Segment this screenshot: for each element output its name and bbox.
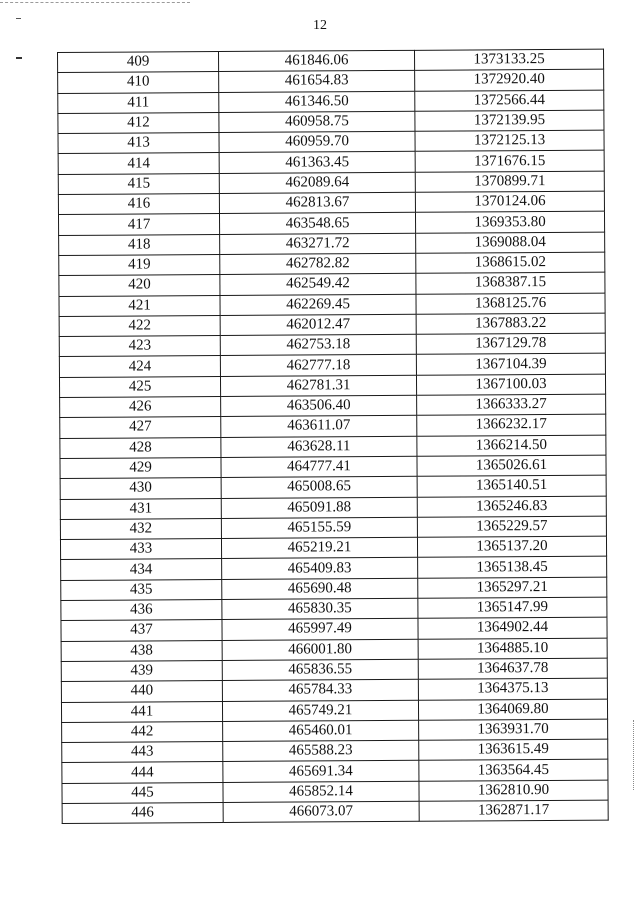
table-row — [58, 110, 604, 134]
point-number-cell: 432 — [60, 518, 221, 539]
y-coordinate-cell: 1367129.78 — [416, 333, 605, 354]
point-number-cell: 436 — [61, 600, 222, 621]
table-row — [59, 293, 605, 317]
table-row — [62, 800, 608, 824]
x-coordinate-cell: 465409.83 — [222, 558, 418, 579]
y-coordinate-cell: 1368125.76 — [416, 293, 605, 314]
x-coordinate-cell: 463548.65 — [219, 213, 415, 234]
table-row — [61, 577, 607, 601]
table-row — [58, 130, 604, 154]
table-row — [58, 212, 604, 236]
y-coordinate-cell: 1362871.17 — [419, 800, 608, 821]
table-row — [61, 617, 607, 641]
x-coordinate-cell: 463611.07 — [221, 416, 417, 437]
y-coordinate-cell: 1367104.39 — [416, 354, 605, 375]
y-coordinate-cell: 1372125.13 — [415, 130, 604, 151]
table-row — [62, 780, 608, 804]
scan-speck — [16, 57, 22, 59]
x-coordinate-cell: 462269.45 — [220, 294, 416, 315]
table-row — [60, 475, 606, 499]
point-number-cell: 428 — [60, 437, 221, 458]
table-row — [59, 374, 605, 398]
x-coordinate-cell: 465784.33 — [222, 680, 418, 701]
coordinates-table-container — [57, 49, 608, 825]
point-number-cell: 442 — [62, 721, 223, 742]
point-number-cell: 426 — [60, 397, 221, 418]
x-coordinate-cell: 465091.88 — [221, 497, 417, 518]
point-number-cell: 439 — [61, 660, 222, 681]
table-row — [58, 69, 604, 93]
table-row — [59, 313, 605, 337]
table-row — [59, 272, 605, 296]
x-coordinate-cell: 465219.21 — [221, 537, 417, 558]
point-number-cell: 443 — [62, 742, 223, 763]
table-row — [60, 536, 606, 560]
table-row — [62, 719, 608, 743]
x-coordinate-cell: 461346.50 — [219, 91, 415, 112]
table-row — [59, 252, 605, 276]
x-coordinate-cell: 463271.72 — [220, 233, 416, 254]
x-coordinate-cell: 462777.18 — [220, 355, 416, 376]
y-coordinate-cell: 1363931.70 — [419, 719, 608, 740]
point-number-cell: 435 — [61, 579, 222, 600]
y-coordinate-cell: 1368387.15 — [416, 272, 605, 293]
table-row — [60, 435, 606, 459]
point-number-cell: 416 — [58, 194, 219, 215]
x-coordinate-cell: 460958.75 — [219, 111, 415, 132]
y-coordinate-cell: 1373133.25 — [414, 49, 603, 70]
y-coordinate-cell: 1364885.10 — [418, 638, 607, 659]
point-number-cell: 419 — [59, 254, 220, 275]
x-coordinate-cell: 461654.83 — [219, 71, 415, 92]
x-coordinate-cell: 464777.41 — [221, 456, 417, 477]
y-coordinate-cell: 1372920.40 — [415, 69, 604, 90]
table-body — [58, 49, 609, 824]
x-coordinate-cell: 460959.70 — [219, 132, 415, 153]
table-row — [61, 699, 607, 723]
point-number-cell: 438 — [61, 640, 222, 661]
point-number-cell: 417 — [58, 214, 219, 235]
y-coordinate-cell: 1364375.13 — [418, 678, 607, 699]
x-coordinate-cell: 465460.01 — [223, 720, 419, 741]
point-number-cell: 446 — [62, 802, 223, 823]
x-coordinate-cell: 465691.34 — [223, 761, 419, 782]
x-coordinate-cell: 465997.49 — [222, 619, 418, 640]
y-coordinate-cell: 1364637.78 — [418, 658, 607, 679]
table-row — [60, 496, 606, 520]
point-number-cell: 430 — [60, 478, 221, 499]
point-number-cell: 440 — [61, 681, 222, 702]
point-number-cell: 423 — [59, 336, 220, 357]
point-number-cell: 444 — [62, 762, 223, 783]
y-coordinate-cell: 1371676.15 — [415, 151, 604, 172]
x-coordinate-cell: 465836.55 — [222, 659, 418, 680]
y-coordinate-cell: 1362810.90 — [419, 780, 608, 801]
x-coordinate-cell: 465852.14 — [223, 781, 419, 802]
y-coordinate-cell: 1368615.02 — [416, 252, 605, 273]
table-row — [61, 658, 607, 682]
point-number-cell: 431 — [60, 498, 221, 519]
y-coordinate-cell: 1367100.03 — [416, 374, 605, 395]
y-coordinate-cell: 1369088.04 — [416, 232, 605, 253]
y-coordinate-cell: 1365137.20 — [417, 536, 606, 557]
y-coordinate-cell: 1367883.22 — [416, 313, 605, 334]
point-number-cell: 422 — [59, 315, 220, 336]
point-number-cell: 412 — [58, 112, 219, 133]
point-number-cell: 415 — [58, 173, 219, 194]
point-number-cell: 418 — [59, 234, 220, 255]
y-coordinate-cell: 1370899.71 — [415, 171, 604, 192]
scan-edge-mark — [633, 720, 634, 790]
y-coordinate-cell: 1363564.45 — [419, 760, 608, 781]
table-row — [59, 354, 605, 378]
x-coordinate-cell: 462089.64 — [219, 172, 415, 193]
y-coordinate-cell: 1366214.50 — [417, 435, 606, 456]
y-coordinate-cell: 1365147.99 — [418, 597, 607, 618]
y-coordinate-cell: 1364902.44 — [418, 617, 607, 638]
table-row — [58, 49, 604, 73]
point-number-cell: 413 — [58, 133, 219, 154]
coordinates-table — [57, 49, 609, 825]
y-coordinate-cell: 1366333.27 — [417, 394, 606, 415]
y-coordinate-cell: 1365229.57 — [417, 516, 606, 537]
y-coordinate-cell: 1365138.45 — [418, 557, 607, 578]
point-number-cell: 414 — [58, 153, 219, 174]
x-coordinate-cell: 465008.65 — [221, 477, 417, 498]
y-coordinate-cell: 1364069.80 — [418, 699, 607, 720]
point-number-cell: 425 — [59, 376, 220, 397]
y-coordinate-cell: 1372139.95 — [415, 110, 604, 131]
y-coordinate-cell: 1369353.80 — [415, 212, 604, 233]
x-coordinate-cell: 463506.40 — [221, 395, 417, 416]
point-number-cell: 427 — [60, 417, 221, 438]
point-number-cell: 420 — [59, 275, 220, 296]
point-number-cell: 410 — [58, 72, 219, 93]
point-number-cell: 429 — [60, 457, 221, 478]
point-number-cell: 411 — [58, 92, 219, 113]
x-coordinate-cell: 463628.11 — [221, 436, 417, 457]
x-coordinate-cell: 462549.42 — [220, 274, 416, 295]
x-coordinate-cell: 465155.59 — [221, 517, 417, 538]
y-coordinate-cell: 1365297.21 — [418, 577, 607, 598]
scan-edge-mark — [0, 2, 190, 3]
x-coordinate-cell: 465749.21 — [222, 700, 418, 721]
table-row — [60, 516, 606, 540]
table-row — [60, 414, 606, 438]
point-number-cell: 437 — [61, 620, 222, 641]
table-row — [61, 597, 607, 621]
table-row — [58, 151, 604, 175]
x-coordinate-cell: 466001.80 — [222, 639, 418, 660]
point-number-cell: 409 — [58, 52, 219, 73]
x-coordinate-cell: 466073.07 — [223, 801, 419, 822]
x-coordinate-cell: 465690.48 — [222, 578, 418, 599]
point-number-cell: 445 — [62, 782, 223, 803]
table-row — [59, 333, 605, 357]
table-row — [58, 90, 604, 114]
page-number: 12 — [313, 18, 327, 33]
x-coordinate-cell: 465588.23 — [223, 740, 419, 761]
point-number-cell: 434 — [61, 559, 222, 580]
table-row — [59, 232, 605, 256]
y-coordinate-cell: 1365140.51 — [417, 475, 606, 496]
y-coordinate-cell: 1370124.06 — [415, 191, 604, 212]
table-row — [61, 557, 607, 581]
table-row — [61, 638, 607, 662]
table-row — [58, 171, 604, 195]
point-number-cell: 441 — [61, 701, 222, 722]
table-row — [62, 760, 608, 784]
y-coordinate-cell: 1366232.17 — [417, 414, 606, 435]
table-row — [60, 394, 606, 418]
point-number-cell: 424 — [59, 356, 220, 377]
table-row — [60, 455, 606, 479]
table-row — [61, 678, 607, 702]
x-coordinate-cell: 461363.45 — [219, 152, 415, 173]
x-coordinate-cell: 462781.31 — [220, 375, 416, 396]
table-row — [62, 739, 608, 763]
y-coordinate-cell: 1363615.49 — [419, 739, 608, 760]
x-coordinate-cell: 462753.18 — [220, 334, 416, 355]
y-coordinate-cell: 1372566.44 — [415, 90, 604, 111]
x-coordinate-cell: 462813.67 — [219, 192, 415, 213]
x-coordinate-cell: 465830.35 — [222, 598, 418, 619]
x-coordinate-cell: 461846.06 — [219, 50, 415, 71]
y-coordinate-cell: 1365026.61 — [417, 455, 606, 476]
point-number-cell: 421 — [59, 295, 220, 316]
y-coordinate-cell: 1365246.83 — [417, 496, 606, 517]
point-number-cell: 433 — [60, 539, 221, 560]
x-coordinate-cell: 462012.47 — [220, 314, 416, 335]
x-coordinate-cell: 462782.82 — [220, 253, 416, 274]
table-row — [58, 191, 604, 215]
